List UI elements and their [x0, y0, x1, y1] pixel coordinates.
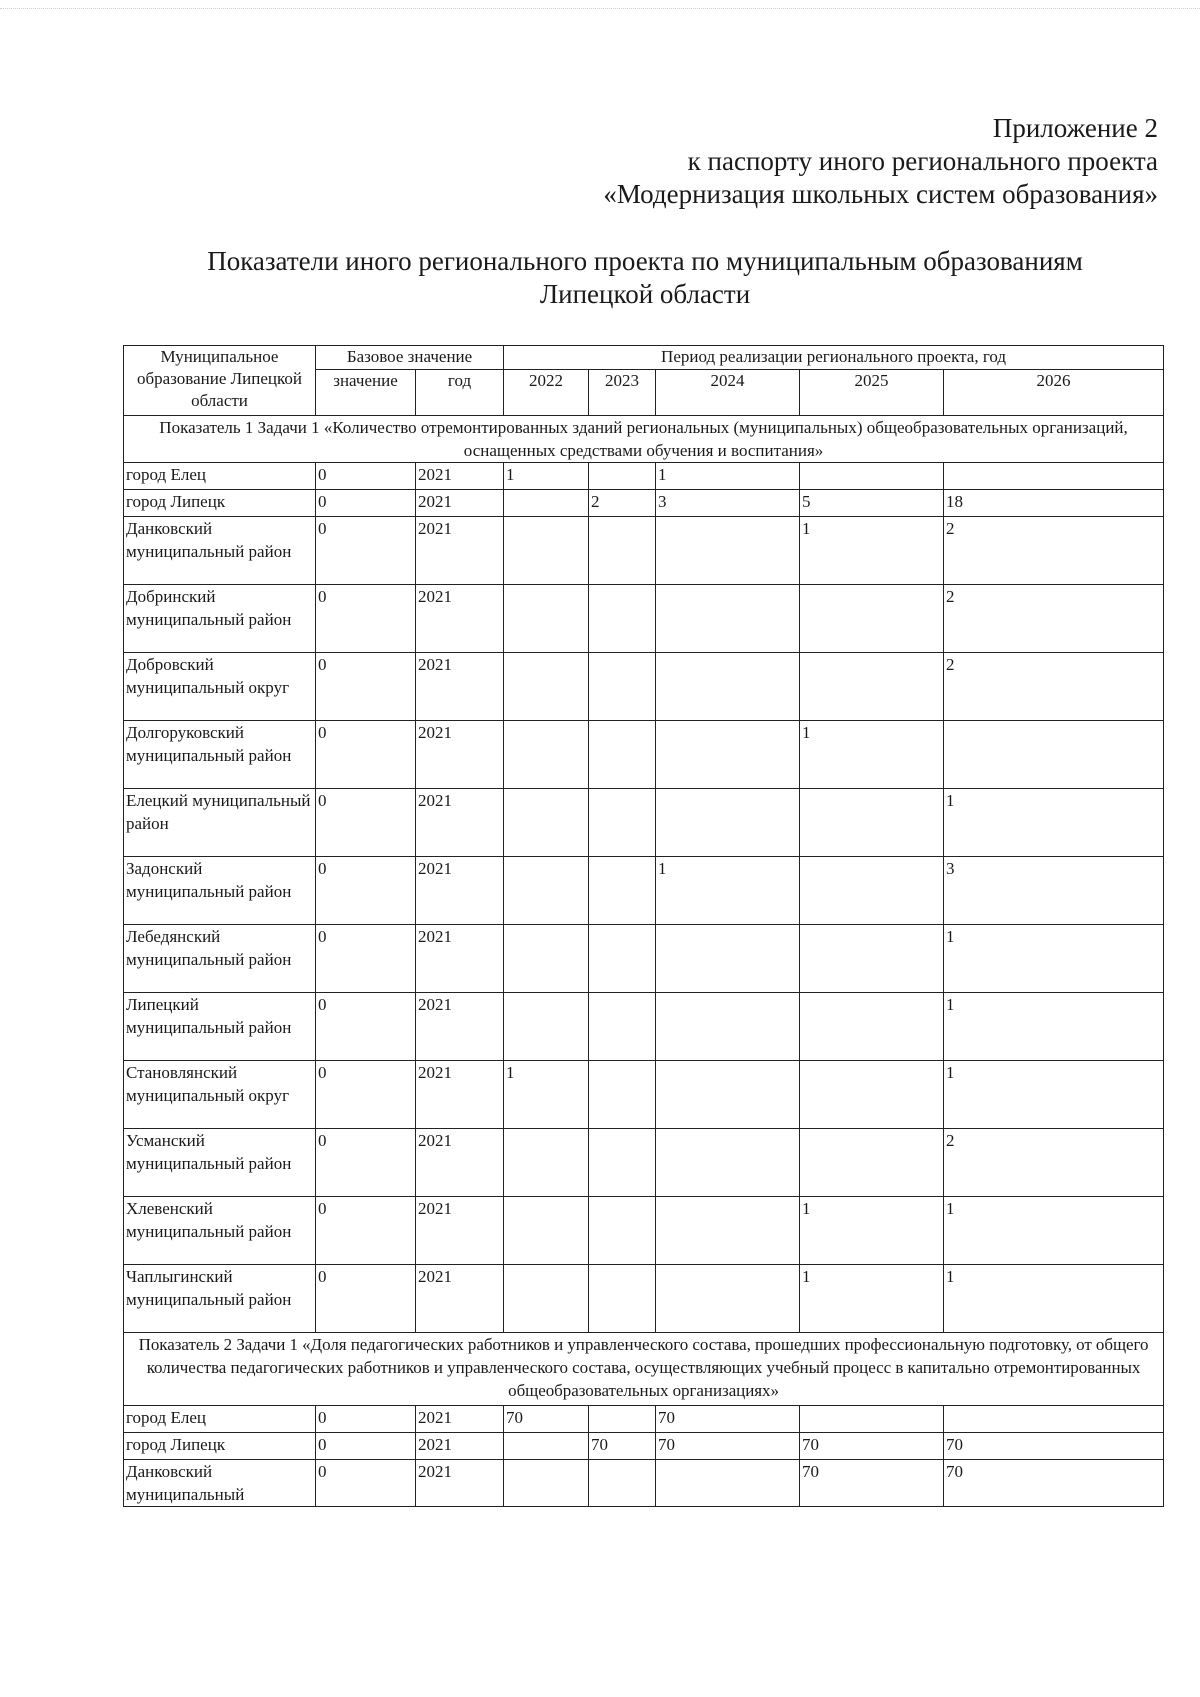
- base-value-cell: 0: [316, 1129, 416, 1197]
- year-2023-cell: [589, 993, 656, 1061]
- year-2026-cell: [944, 721, 1164, 789]
- year-2024-cell: [656, 1265, 800, 1333]
- header-year-2024: 2024: [656, 370, 800, 416]
- year-2022-cell: [504, 925, 589, 993]
- table-row: [124, 721, 1164, 789]
- base-value-cell: 0: [316, 1061, 416, 1129]
- year-2025-cell: 1: [800, 517, 944, 585]
- municipality-cell: Добринский муниципальный район: [124, 585, 316, 653]
- year-2025-cell: 5: [800, 490, 944, 517]
- document-title-line-2: Липецкой области: [539, 279, 751, 309]
- indicators-table: [123, 345, 1164, 1507]
- table-row: [124, 1433, 1164, 1460]
- appendix-line-3: «Модернизация школьных систем образования»: [603, 179, 1158, 209]
- header-municipality: Муниципальное образование Липецкой области: [124, 346, 316, 416]
- year-2024-cell: [656, 789, 800, 857]
- year-2026-cell: 1: [944, 925, 1164, 993]
- year-2023-cell: [589, 789, 656, 857]
- year-2026-cell: [944, 463, 1164, 490]
- table-row: [124, 1197, 1164, 1265]
- base-value-cell: 0: [316, 463, 416, 490]
- year-2026-cell: 2: [944, 1129, 1164, 1197]
- year-2022-cell: [504, 721, 589, 789]
- base-value-cell: 0: [316, 789, 416, 857]
- municipality-cell: Липецкий муниципальный район: [124, 993, 316, 1061]
- table-row: [124, 1061, 1164, 1129]
- base-year-cell: 2021: [416, 585, 504, 653]
- year-2024-cell: [656, 721, 800, 789]
- municipality-cell: город Липецк: [124, 490, 316, 517]
- base-value-cell: 0: [316, 517, 416, 585]
- year-2023-cell: [589, 463, 656, 490]
- year-2024-cell: [656, 1460, 800, 1507]
- header-year-2025: 2025: [800, 370, 944, 416]
- base-year-cell: 2021: [416, 463, 504, 490]
- header-base-value: Базовое значение: [316, 346, 504, 370]
- year-2023-cell: [589, 1406, 656, 1433]
- header-base-value-year: год: [416, 370, 504, 416]
- base-year-cell: 2021: [416, 721, 504, 789]
- table-row: [124, 857, 1164, 925]
- municipality-cell: город Елец: [124, 1406, 316, 1433]
- year-2024-cell: [656, 517, 800, 585]
- table-row: [124, 789, 1164, 857]
- municipality-cell: Елецкий муниципальный район: [124, 789, 316, 857]
- year-2026-cell: 70: [944, 1460, 1164, 1507]
- municipality-cell: Хлевенский муниципальный район: [124, 1197, 316, 1265]
- base-year-cell: 2021: [416, 925, 504, 993]
- base-value-cell: 0: [316, 585, 416, 653]
- table-row: [124, 490, 1164, 517]
- year-2024-cell: [656, 585, 800, 653]
- table-row: [124, 653, 1164, 721]
- year-2023-cell: [589, 721, 656, 789]
- year-2026-cell: 18: [944, 490, 1164, 517]
- year-2024-cell: 70: [656, 1433, 800, 1460]
- municipality-cell: Чаплыгинский муниципальный район: [124, 1265, 316, 1333]
- year-2025-cell: [800, 1061, 944, 1129]
- year-2024-cell: [656, 1197, 800, 1265]
- base-value-cell: 0: [316, 925, 416, 993]
- base-year-cell: 2021: [416, 1406, 504, 1433]
- municipality-cell: Лебедянский муниципальный район: [124, 925, 316, 993]
- year-2025-cell: [800, 925, 944, 993]
- year-2022-cell: [504, 1265, 589, 1333]
- year-2022-cell: [504, 1197, 589, 1265]
- year-2023-cell: 70: [589, 1433, 656, 1460]
- base-value-cell: 0: [316, 1406, 416, 1433]
- base-year-cell: 2021: [416, 993, 504, 1061]
- header-year-2023: 2023: [589, 370, 656, 416]
- base-year-cell: 2021: [416, 1061, 504, 1129]
- municipality-cell: город Липецк: [124, 1433, 316, 1460]
- municipality-cell: Данковский муниципальный район: [124, 517, 316, 585]
- year-2025-cell: [800, 993, 944, 1061]
- year-2025-cell: 1: [800, 1265, 944, 1333]
- year-2025-cell: 70: [800, 1460, 944, 1507]
- base-value-cell: 0: [316, 653, 416, 721]
- indicator-section-title: Показатель 2 Задачи 1 «Доля педагогических работников и управленческого состава, прошедших профессиональную подготовку, от общего количества педагогических работников и управленческого состава, осуществляющих учебный процесс в капитально отремонтированных общеобразовательных организациях»: [124, 1333, 1164, 1406]
- table-row: [124, 585, 1164, 653]
- year-2025-cell: 70: [800, 1433, 944, 1460]
- year-2022-cell: [504, 653, 589, 721]
- year-2025-cell: [800, 653, 944, 721]
- document-title: [125, 245, 1165, 311]
- year-2024-cell: 1: [656, 857, 800, 925]
- table-row: [124, 1406, 1164, 1433]
- year-2023-cell: [589, 517, 656, 585]
- base-value-cell: 0: [316, 490, 416, 517]
- base-year-cell: 2021: [416, 517, 504, 585]
- base-value-cell: 0: [316, 1197, 416, 1265]
- year-2024-cell: [656, 925, 800, 993]
- year-2023-cell: [589, 585, 656, 653]
- base-value-cell: 0: [316, 1433, 416, 1460]
- indicator-section-header: [124, 416, 1164, 463]
- year-2026-cell: 1: [944, 1061, 1164, 1129]
- year-2026-cell: 2: [944, 517, 1164, 585]
- base-value-cell: 0: [316, 1460, 416, 1507]
- year-2026-cell: 70: [944, 1433, 1164, 1460]
- table-row: [124, 925, 1164, 993]
- base-year-cell: 2021: [416, 1265, 504, 1333]
- year-2024-cell: [656, 653, 800, 721]
- scan-edge-line: [0, 8, 1200, 9]
- base-year-cell: 2021: [416, 1433, 504, 1460]
- year-2024-cell: [656, 1129, 800, 1197]
- year-2022-cell: [504, 789, 589, 857]
- year-2025-cell: [800, 585, 944, 653]
- table-row: [124, 1265, 1164, 1333]
- base-year-cell: 2021: [416, 1197, 504, 1265]
- header-year-2026: 2026: [944, 370, 1164, 416]
- appendix-note: [603, 112, 1158, 211]
- base-value-cell: 0: [316, 857, 416, 925]
- table-row: [124, 517, 1164, 585]
- year-2022-cell: 70: [504, 1406, 589, 1433]
- year-2025-cell: [800, 463, 944, 490]
- year-2026-cell: 1: [944, 993, 1164, 1061]
- year-2026-cell: 2: [944, 653, 1164, 721]
- indicator-section-title: Показатель 1 Задачи 1 «Количество отремонтированных зданий региональных (муниципальных) общеобразовательных организаций, оснащенных средствами обучения и воспитания»: [124, 416, 1164, 463]
- table-row: [124, 1460, 1164, 1507]
- year-2026-cell: 1: [944, 789, 1164, 857]
- year-2023-cell: [589, 653, 656, 721]
- year-2025-cell: 1: [800, 1197, 944, 1265]
- year-2024-cell: 3: [656, 490, 800, 517]
- year-2022-cell: [504, 857, 589, 925]
- year-2023-cell: [589, 1460, 656, 1507]
- year-2023-cell: [589, 857, 656, 925]
- header-base-value-value: значение: [316, 370, 416, 416]
- year-2025-cell: 1: [800, 721, 944, 789]
- municipality-cell: Долгоруковский муниципальный район: [124, 721, 316, 789]
- year-2022-cell: [504, 1433, 589, 1460]
- year-2022-cell: [504, 490, 589, 517]
- header-period: Период реализации регионального проекта, год: [504, 346, 1164, 370]
- year-2022-cell: [504, 585, 589, 653]
- year-2022-cell: [504, 1129, 589, 1197]
- document-title-line-1: Показатели иного регионального проекта по муниципальным образованиям: [207, 246, 1083, 276]
- base-year-cell: 2021: [416, 1460, 504, 1507]
- year-2024-cell: 1: [656, 463, 800, 490]
- base-year-cell: 2021: [416, 789, 504, 857]
- year-2022-cell: [504, 993, 589, 1061]
- year-2023-cell: [589, 1061, 656, 1129]
- table-row: [124, 463, 1164, 490]
- indicators-table-wrapper: [123, 345, 1163, 1507]
- year-2026-cell: 3: [944, 857, 1164, 925]
- header-year-2022: 2022: [504, 370, 589, 416]
- year-2024-cell: [656, 1061, 800, 1129]
- base-value-cell: 0: [316, 1265, 416, 1333]
- year-2023-cell: [589, 1197, 656, 1265]
- year-2025-cell: [800, 1406, 944, 1433]
- year-2026-cell: 1: [944, 1197, 1164, 1265]
- municipality-cell: Данковский муниципальный: [124, 1460, 316, 1507]
- year-2022-cell: [504, 517, 589, 585]
- year-2022-cell: [504, 1460, 589, 1507]
- municipality-cell: город Елец: [124, 463, 316, 490]
- appendix-line-2: к паспорту иного регионального проекта: [687, 146, 1158, 176]
- indicator-section-header: [124, 1333, 1164, 1406]
- municipality-cell: Усманский муниципальный район: [124, 1129, 316, 1197]
- base-value-cell: 0: [316, 993, 416, 1061]
- year-2022-cell: 1: [504, 1061, 589, 1129]
- year-2024-cell: 70: [656, 1406, 800, 1433]
- year-2023-cell: [589, 925, 656, 993]
- year-2022-cell: 1: [504, 463, 589, 490]
- base-year-cell: 2021: [416, 857, 504, 925]
- year-2023-cell: [589, 1265, 656, 1333]
- year-2025-cell: [800, 789, 944, 857]
- header-row-1: [124, 346, 1164, 370]
- municipality-cell: Добровский муниципальный округ: [124, 653, 316, 721]
- base-value-cell: 0: [316, 721, 416, 789]
- base-year-cell: 2021: [416, 490, 504, 517]
- year-2026-cell: 2: [944, 585, 1164, 653]
- year-2023-cell: [589, 1129, 656, 1197]
- appendix-line-1: Приложение 2: [992, 113, 1158, 143]
- year-2023-cell: 2: [589, 490, 656, 517]
- table-row: [124, 1129, 1164, 1197]
- municipality-cell: Становлянский муниципальный округ: [124, 1061, 316, 1129]
- table-row: [124, 993, 1164, 1061]
- year-2024-cell: [656, 993, 800, 1061]
- base-year-cell: 2021: [416, 1129, 504, 1197]
- year-2025-cell: [800, 1129, 944, 1197]
- year-2025-cell: [800, 857, 944, 925]
- year-2026-cell: [944, 1406, 1164, 1433]
- municipality-cell: Задонский муниципальный район: [124, 857, 316, 925]
- year-2026-cell: 1: [944, 1265, 1164, 1333]
- base-year-cell: 2021: [416, 653, 504, 721]
